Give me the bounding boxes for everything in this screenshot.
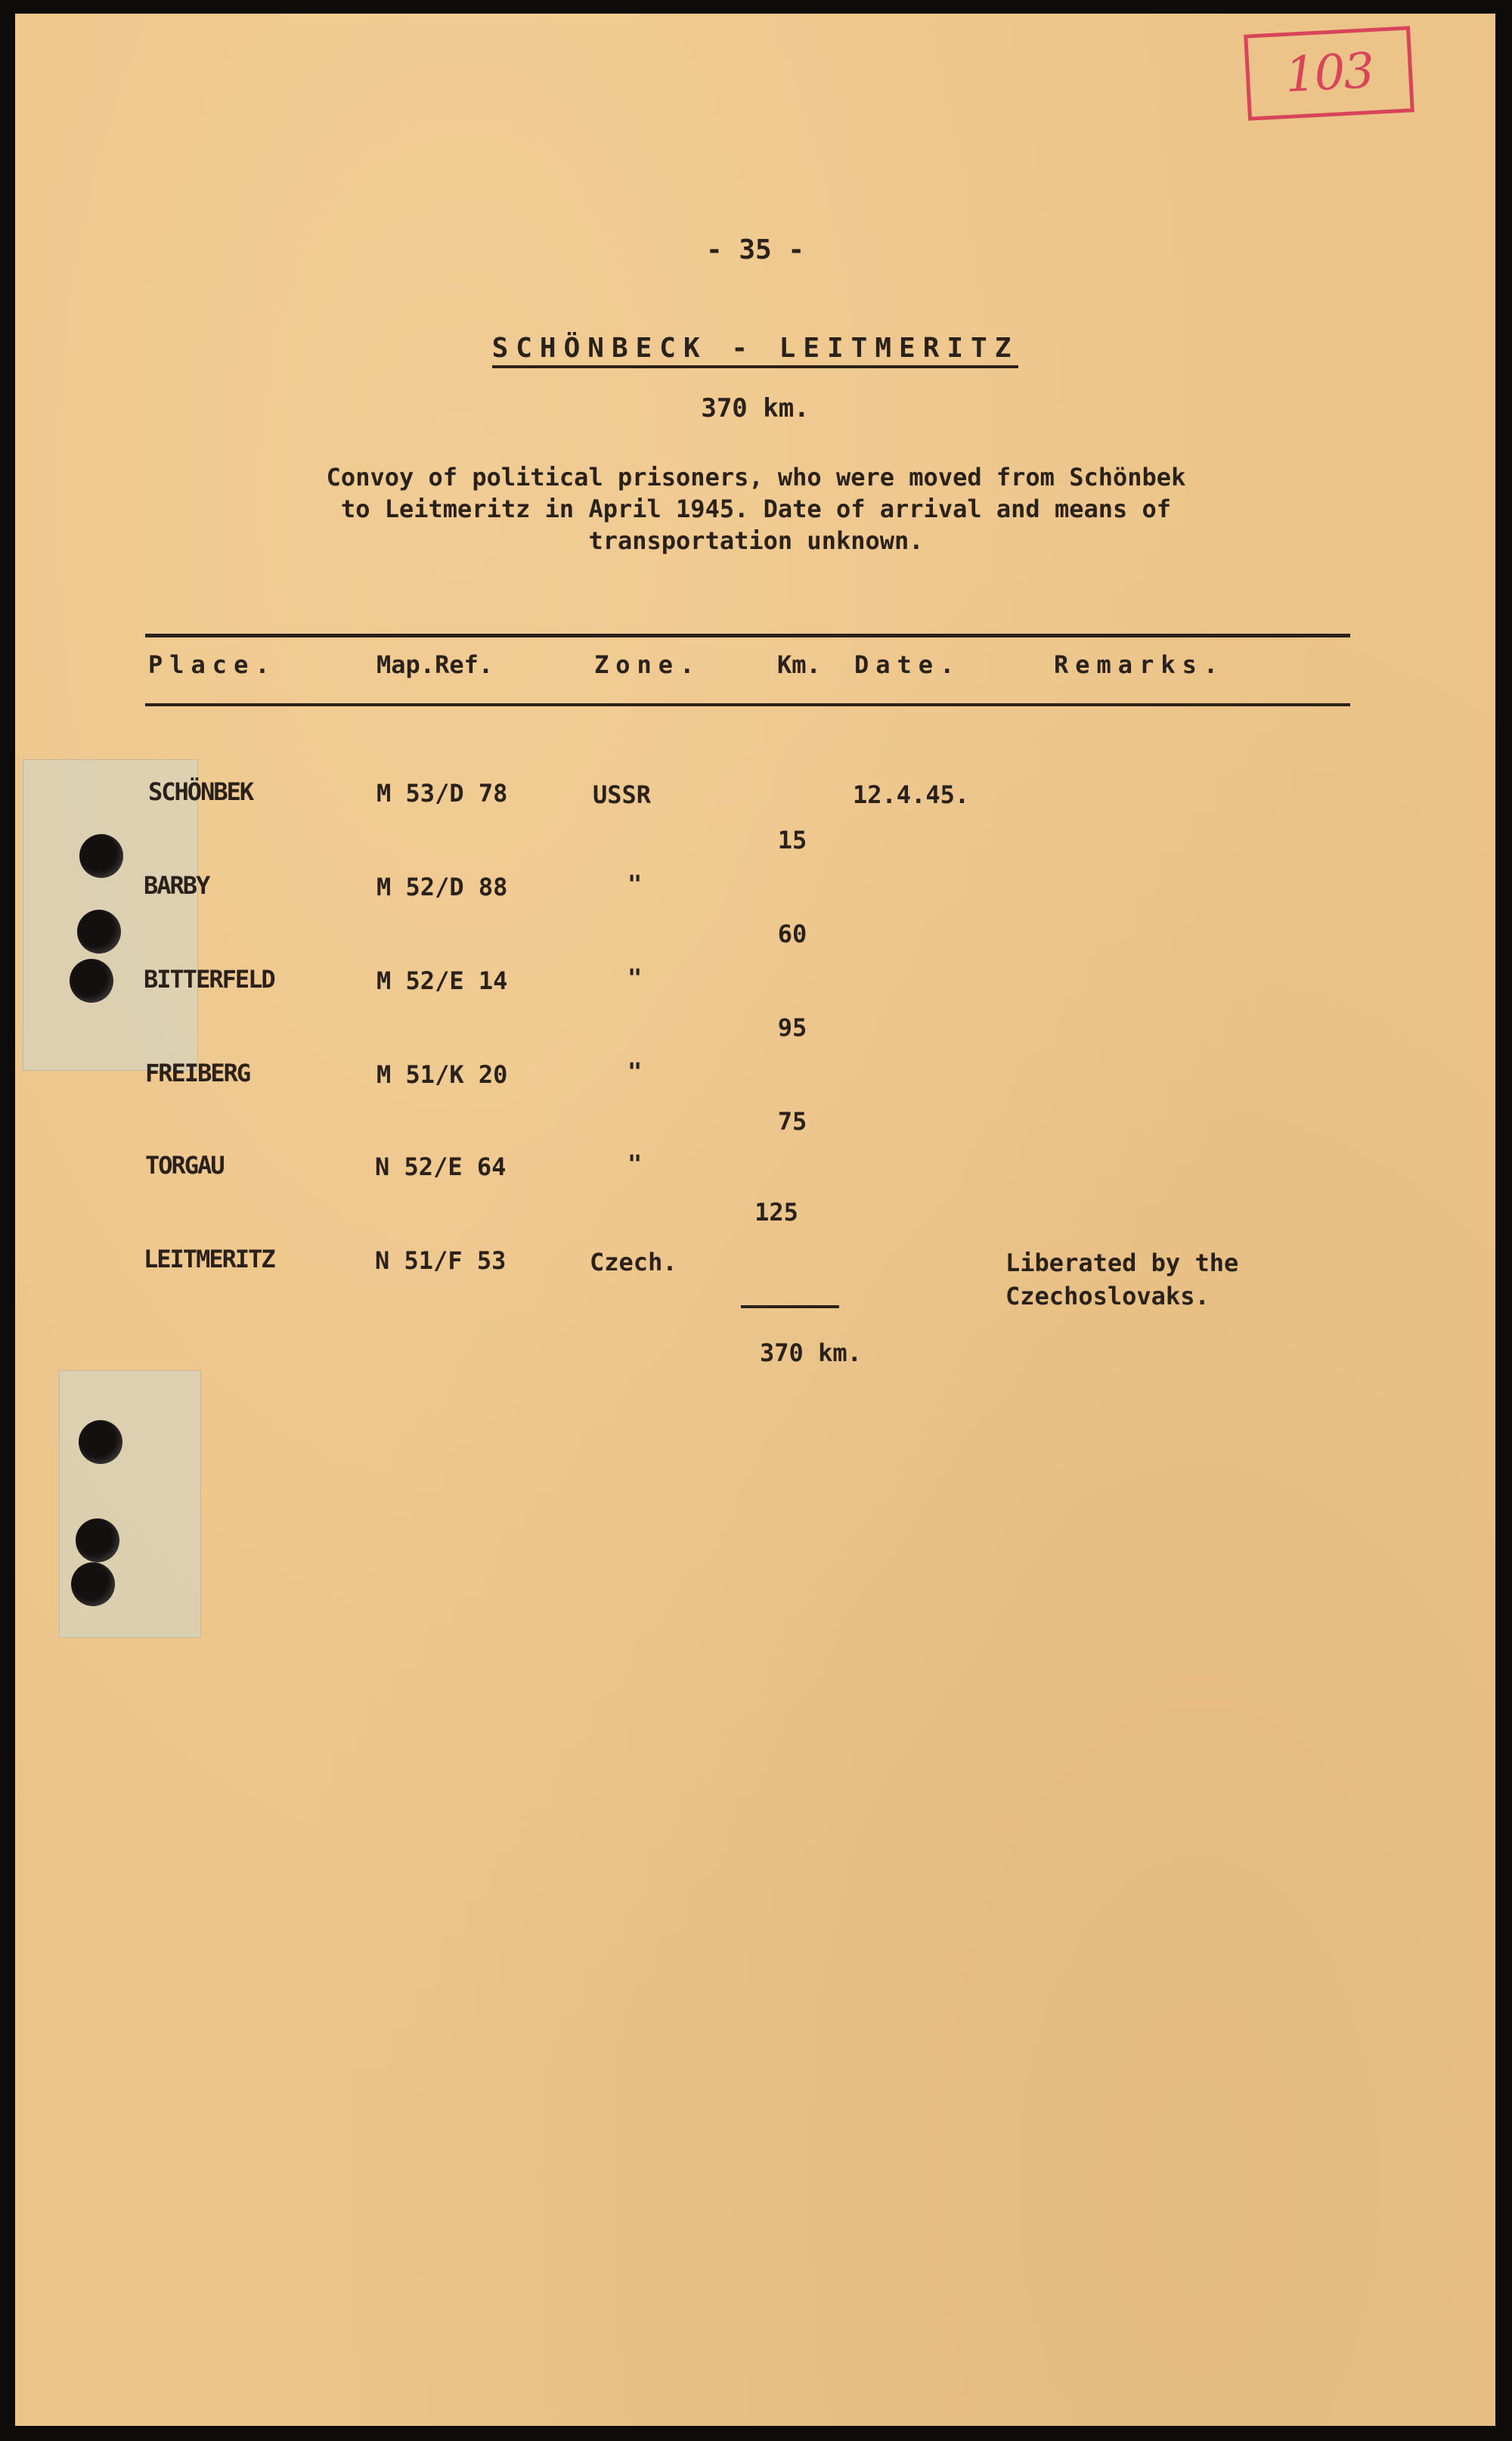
segment-km: 95 (777, 1013, 807, 1042)
row-zone: Czech. (590, 1248, 677, 1276)
punch-hole (70, 959, 113, 1003)
segment-km: 60 (777, 920, 807, 948)
header-remarks: Remarks. (1054, 650, 1225, 679)
header-map-ref: Map.Ref. (376, 650, 494, 679)
punch-hole (71, 1562, 115, 1606)
description-paragraph: Convoy of political prisoners, who were moved from Schönbek to Leitmeritz in April 1945. Date of arrival and means of transportation unknown. (326, 463, 1186, 555)
row-place: SCHÖNBEK (148, 777, 253, 806)
row-zone: " (627, 1149, 643, 1178)
row-place: BARBY (144, 871, 209, 900)
segment-km: 75 (777, 1107, 807, 1136)
row-date: 12.4.45. (853, 780, 970, 809)
document-title-text: SCHÖNBECK - LEITMERITZ (492, 333, 1019, 368)
row-map-ref: N 51/F 53 (375, 1246, 507, 1275)
punch-hole (76, 1518, 119, 1562)
total-distance: 370 km. (701, 393, 810, 423)
row-place: LEITMERITZ (144, 1245, 274, 1273)
document-title (15, 333, 1495, 368)
header-zone: Zone. (594, 650, 702, 679)
punch-hole (79, 834, 123, 878)
table-top-rule (145, 634, 1350, 637)
row-zone: USSR (593, 780, 652, 809)
segment-km: 15 (777, 826, 807, 855)
row-zone: " (627, 963, 643, 992)
table-header-rule (145, 703, 1350, 706)
punch-hole (79, 1420, 122, 1464)
total-km: 370 km. (760, 1338, 862, 1367)
row-map-ref: M 53/D 78 (376, 779, 508, 808)
punch-hole (77, 910, 121, 954)
document-page (15, 14, 1495, 2426)
page-number: - 35 - (705, 234, 805, 265)
row-remarks: Liberated by the Czechoslovaks. (1005, 1248, 1239, 1310)
segment-km: 125 (754, 1198, 798, 1227)
sum-rule (741, 1305, 839, 1308)
row-map-ref: N 52/E 64 (375, 1152, 507, 1181)
row-map-ref: M 52/E 14 (376, 966, 508, 995)
folio-stamp: 103 (1244, 26, 1414, 120)
header-km: Km. (777, 650, 821, 679)
row-place: BITTERFELD (144, 965, 274, 994)
row-zone: " (627, 870, 643, 898)
row-place: TORGAU (145, 1151, 224, 1180)
header-place: Place. (148, 650, 277, 679)
row-map-ref: M 51/K 20 (376, 1060, 508, 1089)
row-map-ref: M 52/D 88 (376, 873, 508, 901)
header-date: Date. (854, 650, 962, 679)
row-zone: " (627, 1057, 643, 1086)
row-place: FREIBERG (145, 1059, 250, 1087)
